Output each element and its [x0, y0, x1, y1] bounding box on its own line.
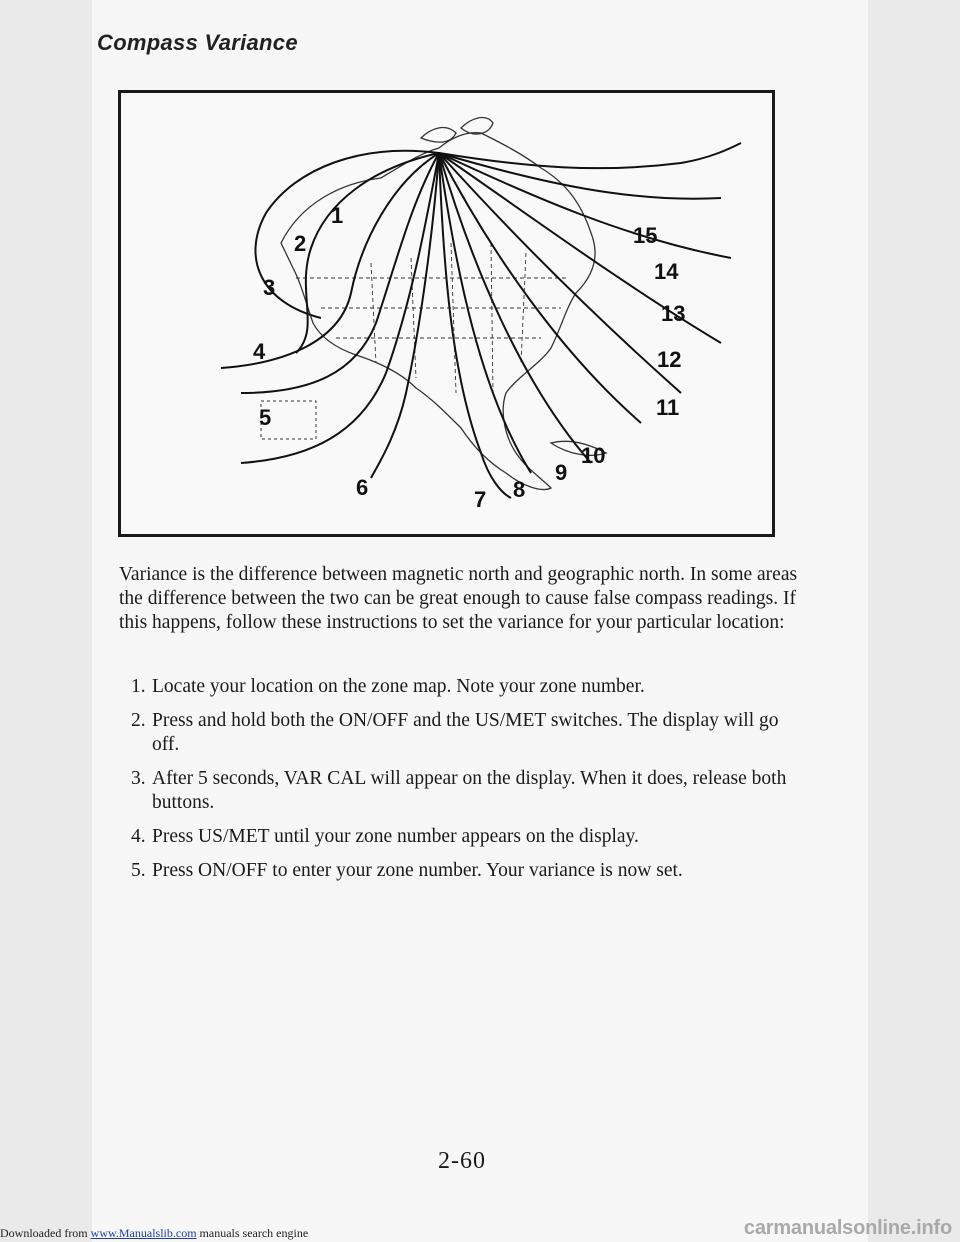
footer-prefix: Downloaded from: [0, 1226, 91, 1240]
intro-paragraph: Variance is the difference between magnetic north and geographic north. In some areas the difference between the two can be great enough to cause false compass readings. If this happens, follow these instructions to set the variance for your particular location:: [119, 564, 798, 633]
compass-zone-map-figure: [118, 90, 775, 537]
zone-labels: [253, 203, 685, 512]
zone-label-1: 1: [331, 203, 344, 228]
step-number: 1.: [131, 676, 146, 697]
step-text: After 5 seconds, VAR CAL will appear on the display. When it does, release both buttons.: [152, 768, 787, 813]
section-title: Compass Variance: [97, 30, 298, 55]
download-footer: [0, 1226, 308, 1241]
manualslib-link[interactable]: www.Manualslib.com: [90, 1226, 197, 1240]
step-text: Press US/MET until your zone number appears on the display.: [152, 826, 639, 847]
zone-label-8: 8: [513, 477, 526, 502]
zone-label-4: 4: [253, 339, 266, 364]
step-item: [119, 825, 799, 849]
north-america-outline: [261, 118, 606, 490]
zone-label-6: 6: [356, 475, 369, 500]
step-text: Locate your location on the zone map. Note your zone number.: [152, 676, 645, 697]
compass-zone-map: [121, 93, 772, 534]
step-item: [119, 859, 799, 883]
zone-label-10: 10: [581, 443, 606, 468]
step-number: 2.: [131, 710, 146, 731]
page-number: 2-60: [438, 1148, 486, 1174]
zone-label-3: 3: [263, 275, 276, 300]
step-number: 5.: [131, 860, 146, 881]
step-number: 4.: [131, 826, 146, 847]
step-item: [119, 767, 799, 815]
step-number: 3.: [131, 768, 146, 789]
zone-label-2: 2: [294, 231, 307, 256]
zone-label-15: 15: [633, 223, 658, 248]
zone-label-5: 5: [259, 405, 272, 430]
zone-label-9: 9: [555, 460, 568, 485]
zone-label-13: 13: [661, 301, 686, 326]
site-watermark: carmanualsonline.info: [743, 1217, 952, 1239]
zone-label-12: 12: [657, 347, 682, 372]
footer-suffix: manuals search engine: [196, 1226, 309, 1240]
step-text: Press and hold both the ON/OFF and the US/MET switches. The display will go off.: [152, 710, 779, 755]
instruction-steps: [119, 675, 799, 893]
zone-label-11: 11: [656, 395, 680, 420]
step-item: [119, 709, 799, 757]
zone-label-14: 14: [654, 259, 679, 284]
step-text: Press ON/OFF to enter your zone number. Your variance is now set.: [152, 860, 683, 881]
step-item: [119, 675, 799, 699]
zone-label-7: 7: [474, 487, 487, 512]
